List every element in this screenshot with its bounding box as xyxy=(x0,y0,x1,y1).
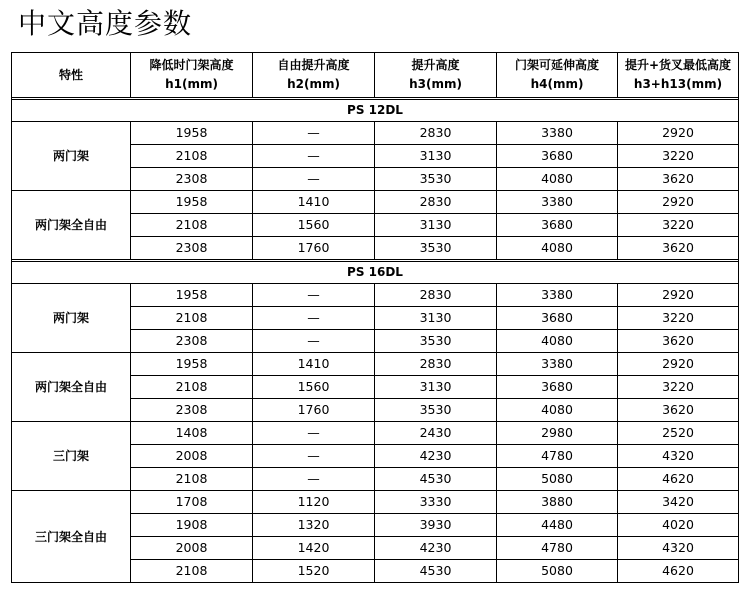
value-cell: 5080 xyxy=(497,560,618,583)
value-cell: — xyxy=(253,445,375,468)
value-cell: 3620 xyxy=(618,330,739,353)
page-title: 中文高度参数 xyxy=(18,7,193,40)
column-header-name: 降低时门架高度 xyxy=(149,58,234,72)
value-cell: 3530 xyxy=(375,237,497,260)
value-cell: 3530 xyxy=(375,399,497,422)
value-cell: 1560 xyxy=(253,214,375,237)
model-section-row xyxy=(12,100,739,122)
value-cell: 2830 xyxy=(375,122,497,145)
value-cell: 1708 xyxy=(131,491,253,514)
value-cell: 1958 xyxy=(131,284,253,307)
value-cell: 4020 xyxy=(618,514,739,537)
value-cell: 1958 xyxy=(131,122,253,145)
value-cell: 1560 xyxy=(253,376,375,399)
value-cell: 3680 xyxy=(497,307,618,330)
feature-cell: 两门架全自由 xyxy=(12,353,131,422)
column-header xyxy=(253,53,375,98)
value-cell: 1410 xyxy=(253,191,375,214)
value-cell: 2830 xyxy=(375,191,497,214)
column-header-unit: h3(mm) xyxy=(409,77,462,91)
value-cell: 2308 xyxy=(131,237,253,260)
value-cell: 3220 xyxy=(618,307,739,330)
value-cell: — xyxy=(253,168,375,191)
value-cell: 3220 xyxy=(618,376,739,399)
value-cell: 3680 xyxy=(497,376,618,399)
value-cell: 3130 xyxy=(375,145,497,168)
feature-cell: 两门架全自由 xyxy=(12,191,131,260)
value-cell: — xyxy=(253,307,375,330)
value-cell: 4080 xyxy=(497,330,618,353)
value-cell: 3680 xyxy=(497,214,618,237)
column-header-name: 自由提升高度 xyxy=(277,58,350,72)
value-cell: 3620 xyxy=(618,399,739,422)
value-cell: 3380 xyxy=(497,191,618,214)
value-cell: 3220 xyxy=(618,145,739,168)
value-cell: 4620 xyxy=(618,560,739,583)
value-cell: 3880 xyxy=(497,491,618,514)
value-cell: 2008 xyxy=(131,445,253,468)
value-cell: 4530 xyxy=(375,468,497,491)
value-cell: 1120 xyxy=(253,491,375,514)
value-cell: 2108 xyxy=(131,376,253,399)
value-cell: 2920 xyxy=(618,191,739,214)
header-row xyxy=(12,53,739,98)
value-cell: 4320 xyxy=(618,445,739,468)
value-cell: 2308 xyxy=(131,330,253,353)
value-cell: 4530 xyxy=(375,560,497,583)
value-cell: 4620 xyxy=(618,468,739,491)
value-cell: 3130 xyxy=(375,307,497,330)
feature-cell: 三门架全自由 xyxy=(12,491,131,583)
column-header-unit: h3+h13(mm) xyxy=(633,77,723,91)
value-cell: 3220 xyxy=(618,214,739,237)
value-cell: 4230 xyxy=(375,537,497,560)
value-cell: 3380 xyxy=(497,284,618,307)
value-cell: 3620 xyxy=(618,237,739,260)
value-cell: 5080 xyxy=(497,468,618,491)
column-header-name: 提升+货叉最低高度 xyxy=(624,58,732,72)
column-header-unit: h2(mm) xyxy=(287,77,340,91)
model-name: PS 12DL xyxy=(12,100,739,122)
value-cell: 4320 xyxy=(618,537,739,560)
value-cell: 2920 xyxy=(618,122,739,145)
column-header-name: 门架可延伸高度 xyxy=(514,58,599,72)
column-header-unit: h4(mm) xyxy=(530,77,584,91)
value-cell: 1408 xyxy=(131,422,253,445)
value-cell: 1958 xyxy=(131,353,253,376)
value-cell: 1760 xyxy=(253,237,375,260)
value-cell: — xyxy=(253,422,375,445)
value-cell: 3930 xyxy=(375,514,497,537)
table-row xyxy=(12,491,739,514)
value-cell: 1520 xyxy=(253,560,375,583)
value-cell: 2108 xyxy=(131,560,253,583)
value-cell: 2920 xyxy=(618,284,739,307)
value-cell: — xyxy=(253,468,375,491)
model-name: PS 16DL xyxy=(12,262,739,284)
value-cell: 3620 xyxy=(618,168,739,191)
value-cell: 3380 xyxy=(497,122,618,145)
feature-cell: 两门架 xyxy=(12,284,131,353)
value-cell: 1760 xyxy=(253,399,375,422)
table-row xyxy=(12,422,739,445)
value-cell: 4080 xyxy=(497,237,618,260)
feature-cell: 三门架 xyxy=(12,422,131,491)
table-row xyxy=(12,353,739,376)
height-spec-table xyxy=(11,52,739,583)
value-cell: 1420 xyxy=(253,537,375,560)
value-cell: 3530 xyxy=(375,330,497,353)
value-cell: 2830 xyxy=(375,284,497,307)
table-row xyxy=(12,191,739,214)
model-section-row xyxy=(12,262,739,284)
column-header-name: 提升高度 xyxy=(411,58,460,72)
value-cell: 2830 xyxy=(375,353,497,376)
value-cell: 1908 xyxy=(131,514,253,537)
value-cell: 2308 xyxy=(131,168,253,191)
value-cell: 4080 xyxy=(497,399,618,422)
column-header xyxy=(618,53,739,98)
value-cell: 4080 xyxy=(497,168,618,191)
table-row xyxy=(12,122,739,145)
value-cell: 2980 xyxy=(497,422,618,445)
value-cell: 2108 xyxy=(131,214,253,237)
table-row xyxy=(12,284,739,307)
value-cell: — xyxy=(253,122,375,145)
feature-header: 特性 xyxy=(12,53,131,98)
value-cell: 2108 xyxy=(131,468,253,491)
value-cell: 2430 xyxy=(375,422,497,445)
value-cell: 1410 xyxy=(253,353,375,376)
value-cell: — xyxy=(253,145,375,168)
value-cell: 1320 xyxy=(253,514,375,537)
value-cell: 3330 xyxy=(375,491,497,514)
value-cell: 2108 xyxy=(131,307,253,330)
value-cell: 1958 xyxy=(131,191,253,214)
value-cell: 3530 xyxy=(375,168,497,191)
column-header xyxy=(375,53,497,98)
value-cell: 4230 xyxy=(375,445,497,468)
value-cell: 4780 xyxy=(497,537,618,560)
value-cell: 4480 xyxy=(497,514,618,537)
value-cell: 2520 xyxy=(618,422,739,445)
column-header-unit: h1(mm) xyxy=(165,77,218,91)
column-header xyxy=(497,53,618,98)
value-cell: 2008 xyxy=(131,537,253,560)
table-body xyxy=(12,98,739,583)
value-cell: 3420 xyxy=(618,491,739,514)
value-cell: — xyxy=(253,284,375,307)
value-cell: — xyxy=(253,330,375,353)
feature-cell: 两门架 xyxy=(12,122,131,191)
value-cell: 3130 xyxy=(375,214,497,237)
value-cell: 3680 xyxy=(497,145,618,168)
value-cell: 2920 xyxy=(618,353,739,376)
value-cell: 3130 xyxy=(375,376,497,399)
value-cell: 2108 xyxy=(131,145,253,168)
value-cell: 3380 xyxy=(497,353,618,376)
column-header xyxy=(131,53,253,98)
value-cell: 4780 xyxy=(497,445,618,468)
value-cell: 2308 xyxy=(131,399,253,422)
